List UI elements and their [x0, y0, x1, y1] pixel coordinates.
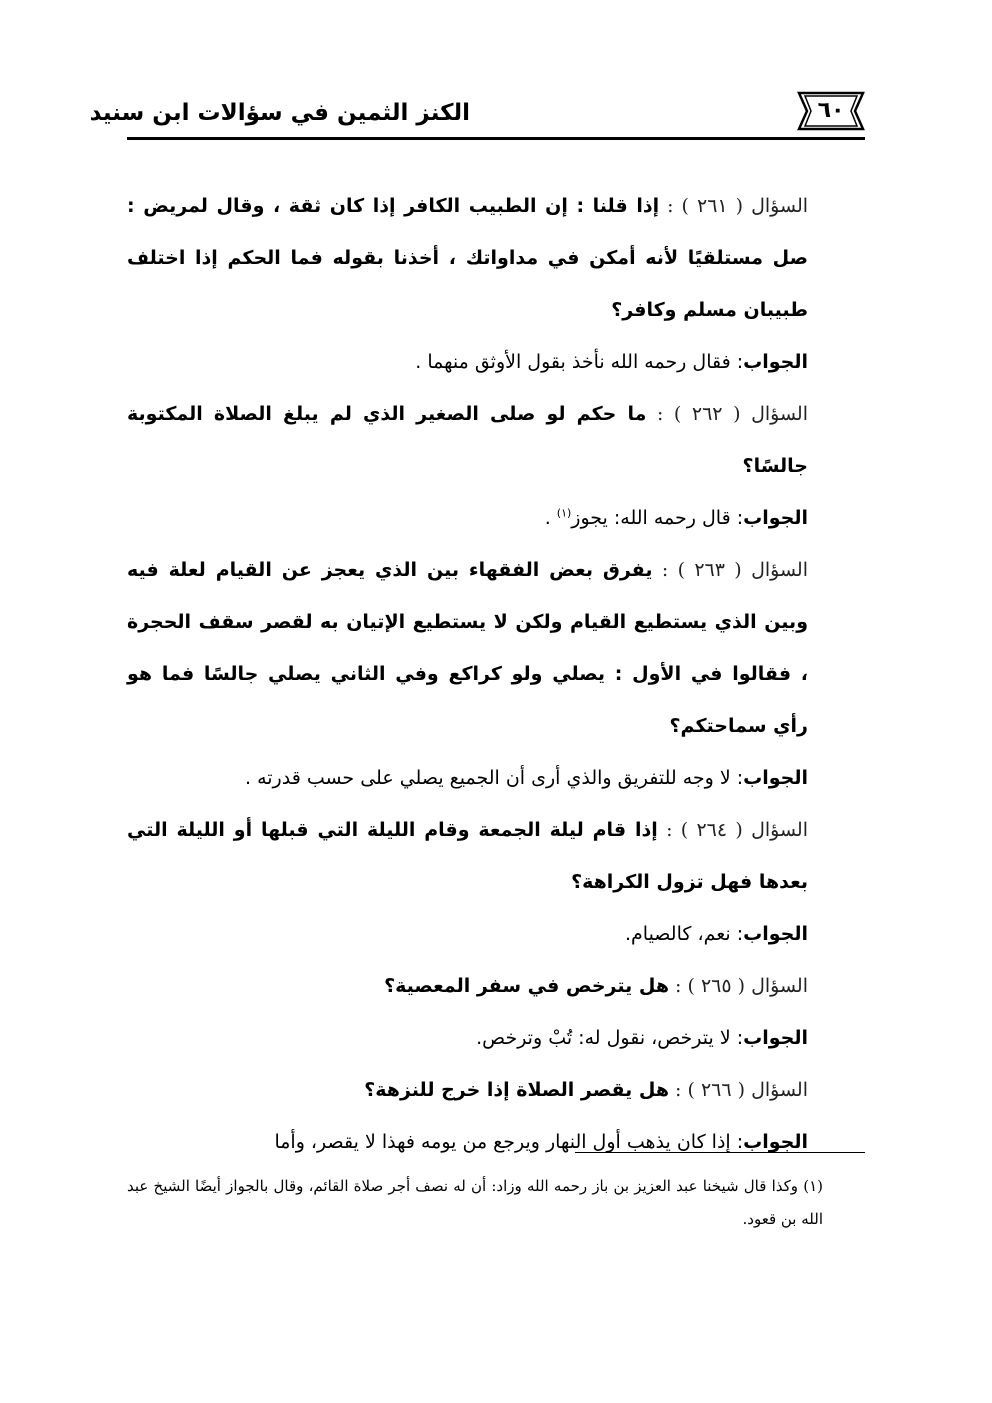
- answer-label: الجواب: [743, 923, 808, 945]
- question-text: ما حكم لو صلى الصغير الذي لم يبلغ الصلاة المكتوبة جالسًا؟: [127, 403, 808, 477]
- answer-label: الجواب: [743, 507, 808, 529]
- answer-paragraph: الجواب: لا يترخص، نقول له: تُبْ وترخص.: [476, 1027, 808, 1049]
- answer-label: الجواب: [743, 1131, 808, 1153]
- question-number: ( ٢٦١ ) :: [667, 195, 744, 217]
- question-text: هل يترخص في سفر المعصية؟: [384, 975, 669, 997]
- answer-label: الجواب: [743, 1027, 808, 1049]
- footnote: [127, 1170, 865, 1236]
- question-label: السؤال: [751, 975, 808, 997]
- answer-paragraph: الجواب: نعم، كالصيام.: [624, 923, 808, 945]
- question-label: السؤال: [751, 559, 808, 581]
- question-text: يفرق بعض الفقهاء بين الذي يعجز عن القيام لعلة فيه وبين الذي يستطيع القيام ولكن لا يستطيع الإتيان به لقصر سقف الحجرة ، فقالوا في الأول : يصلي ولو كراكع وفي الثاني يصلي جالسًا فما هو رأي سماحتكم؟: [127, 559, 808, 737]
- question-paragraph: [127, 388, 865, 492]
- answer-text: لا يترخص، نقول له: تُبْ وترخص.: [476, 1027, 731, 1049]
- answer-paragraph: الجواب: فقال رحمه الله نأخذ بقول الأوثق منهما .: [415, 351, 808, 373]
- answer-text: نعم، كالصيام.: [624, 923, 731, 945]
- answer-text: قال رحمه الله: يجوز: [571, 507, 731, 529]
- question-label: السؤال: [751, 1079, 808, 1101]
- question-number: ( ٢٦٦ ) :: [675, 1079, 746, 1101]
- answer-text: إذا كان يذهب أول النهار ويرجع من يومه فهذا لا يقصر، وأما: [274, 1131, 731, 1153]
- question-paragraph: [127, 1064, 865, 1116]
- question-number: ( ٢٦٤ ) :: [666, 819, 743, 841]
- answer-text: لا وجه للتفريق والذي أرى أن الجميع يصلي على حسب قدرته .: [245, 767, 731, 789]
- book-title: الكنز الثمين في سؤالات ابن سنيد: [89, 100, 470, 126]
- question-paragraph: [127, 804, 865, 908]
- answer-paragraph: الجواب: قال رحمه الله: يجوز$^{(١)}$ .: [544, 506, 808, 529]
- answer-label: الجواب: [743, 351, 808, 373]
- question-number: ( ٢٦٢ ) :: [656, 403, 741, 425]
- page-number-frame: [797, 90, 865, 132]
- answer-text: فقال رحمه الله نأخذ بقول الأوثق منهما .: [415, 351, 731, 373]
- page-number: ٦٠: [817, 98, 845, 123]
- answer-paragraph: الجواب: إذا كان يذهب أول النهار ويرجع من يومه فهذا لا يقصر، وأما: [274, 1131, 808, 1153]
- footnote-ref[interactable]: (١): [556, 506, 572, 520]
- answer-label: الجواب: [743, 767, 808, 789]
- question-text: هل يقصر الصلاة إذا خرج للنزهة؟: [364, 1079, 669, 1101]
- question-number: ( ٢٦٣ ) :: [661, 559, 742, 581]
- answer-tail: .: [544, 507, 557, 529]
- question-label: السؤال: [751, 403, 808, 425]
- question-text: إذا قام ليلة الجمعة وقام الليلة التي قبلها أو الليلة التي بعدها فهل تزول الكراهة؟: [127, 819, 808, 893]
- main-text: [127, 180, 865, 1168]
- question-label: السؤال: [751, 195, 809, 217]
- question-number: ( ٢٦٥ ) :: [675, 975, 746, 997]
- question-paragraph: [127, 960, 865, 1012]
- answer-paragraph: الجواب: لا وجه للتفريق والذي أرى أن الجميع يصلي على حسب قدرته .: [245, 767, 808, 789]
- question-paragraph: [127, 180, 865, 336]
- question-label: السؤال: [751, 819, 808, 841]
- header-divider: [127, 137, 865, 140]
- page-header: [89, 90, 865, 136]
- question-text: إذا قلنا : إن الطبيب الكافر إذا كان ثقة ، وقال لمريض : صل مستلقيًا لأنه أمكن في مداواتك ، أخذنا بقوله فما الحكم إذا اختلف طبيبان مسلم وكافر؟: [127, 195, 808, 321]
- question-paragraph: [127, 544, 865, 752]
- footnote-divider: [575, 1152, 865, 1153]
- footnote-text: (١) وكذا قال شيخنا عبد العزيز بن باز رحمه الله وزاد: أن له نصف أجر صلاة القائم، وقال بالجواز أيضًا الشيخ عبد الله بن قعود.: [127, 1177, 823, 1228]
